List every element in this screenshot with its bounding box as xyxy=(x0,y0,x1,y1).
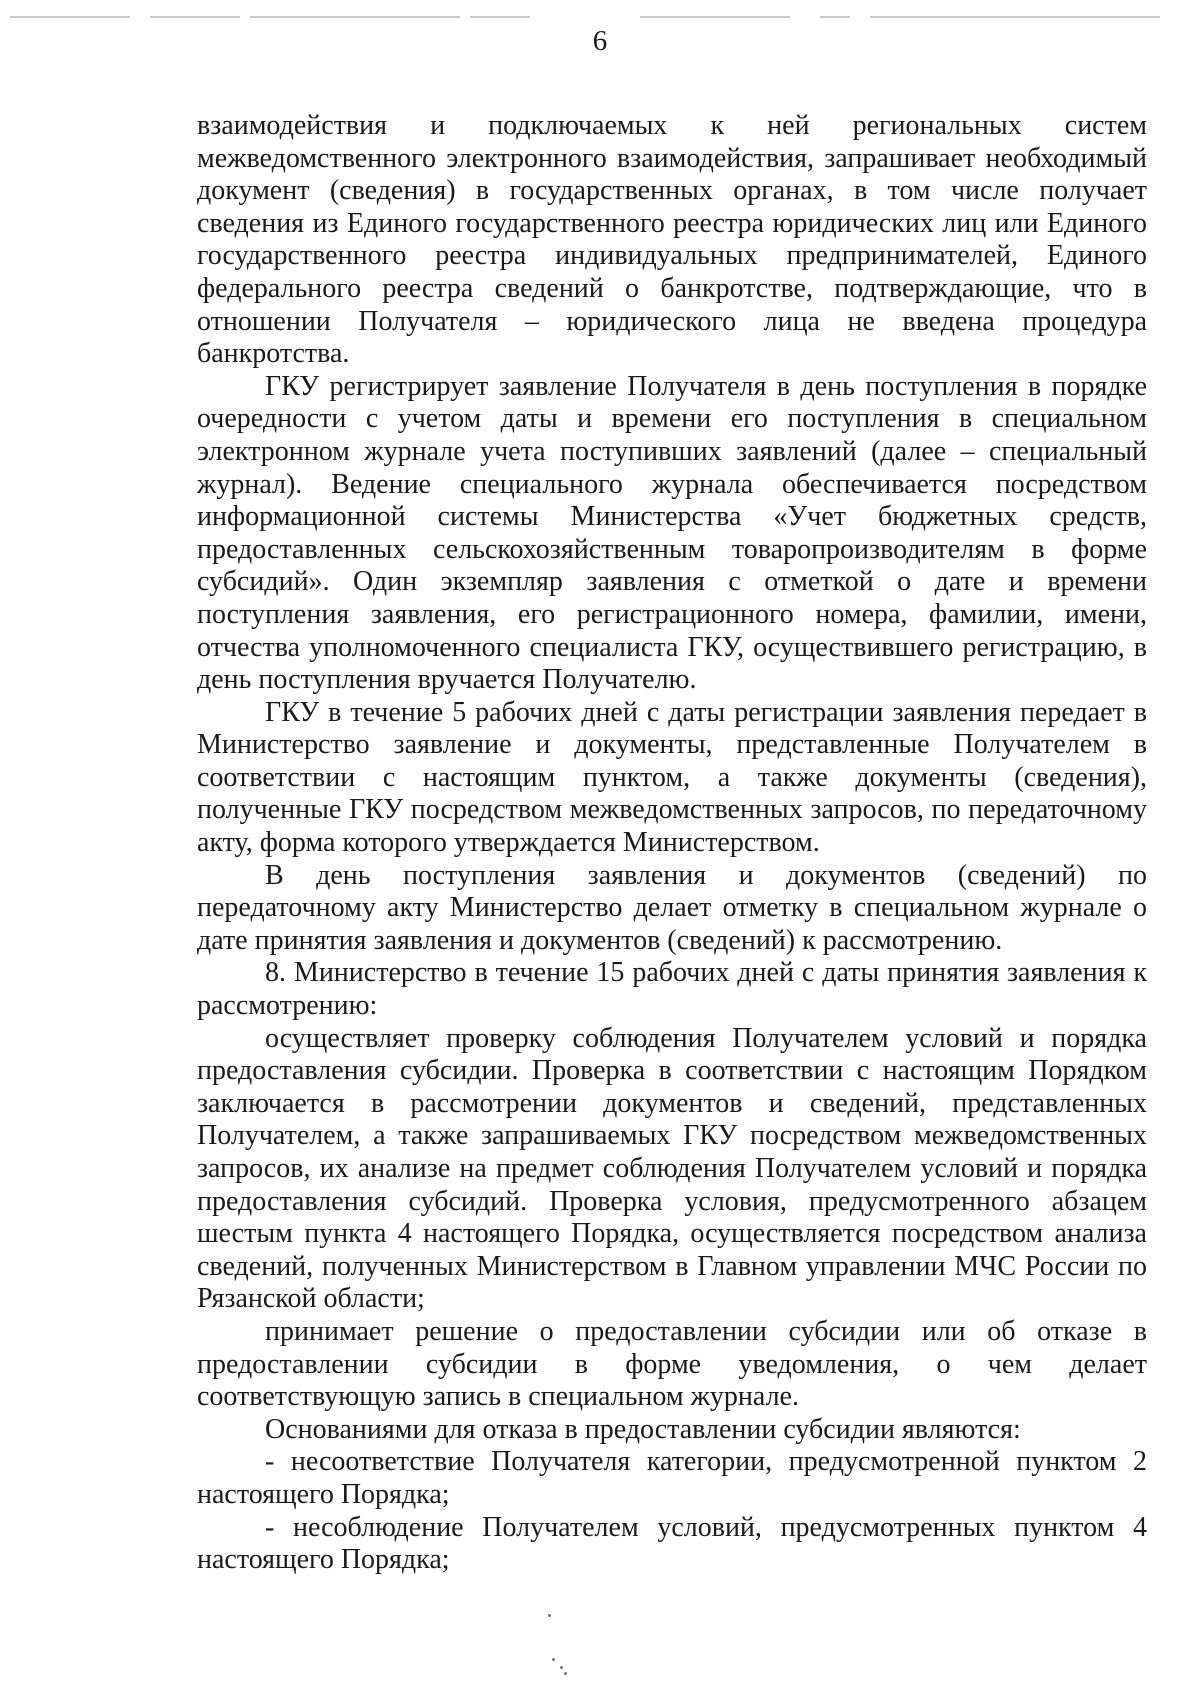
scan-artifact-dots xyxy=(540,1610,600,1680)
paragraph-registration: ГКУ регистрирует заявление Получателя в день поступления в порядке очередности с учетом даты и времени его поступления в специальном электронном журнале учета поступивших заявлений (далее – специальный журнал). Ведение специального журнала обеспечивается посредством информационной системы Министерства «Учет бюджетных средств, предоставленных сельскохозяйственным товаропроизводителям в форме субсидий». Один экземпляр заявления с отметкой о дате и времени поступления заявления, его регистрационного номера, фамилии, имени, отчества уполномоченного специалиста ГКУ, осуществившего регистрацию, в день поступления вручается Получателю. xyxy=(197,370,1147,696)
paragraph-item-8: 8. Министерство в течение 15 рабочих дней с даты принятия заявления к рассмотрению: xyxy=(197,957,1147,1022)
scan-artifact-top-line xyxy=(0,10,1200,24)
list-item-category-mismatch: - несоответствие Получателя категории, предусмотренной пунктом 2 настоящего Порядка; xyxy=(197,1446,1147,1510)
paragraph-refusal-grounds: Основаниями для отказа в предоставлении субсидии являются: xyxy=(265,1413,1021,1445)
page-number: 6 xyxy=(592,25,608,57)
paragraph-decision: принимает решение о предоставлении субсидии или об отказе в предоставлении субсидии в форме уведомления, о чем делает соответствующую запись в специальном журнале. xyxy=(197,1315,1147,1413)
document-body xyxy=(197,110,1147,1577)
paragraph-continuation: взаимодействия и подключаемых к ней региональных систем межведомственного электронного взаимодействия, запрашивает необходимый документ (сведения) в государственных органах, в том числе получает сведения из Единого государственного реестра юридических лиц или Единого государственного реестра индивидуальных предпринимателей, Единого федерального реестра сведений о банкротстве, подтверждающие, что в отношении Получателя – юридического лица не введена процедура банкротства. xyxy=(197,110,1147,370)
paragraph-verification: осуществляет проверку соблюдения Получателем условий и порядка предоставления субсидии. Проверка в соответствии с настоящим Порядком заключается в рассмотрении документов и сведений, представленных Получателем, а также запрашиваемых ГКУ посредством межведомственных запросов, их анализе на предмет соблюдения Получателем условий и порядка предоставления субсидий. Проверка условия, предусмотренного абзацем шестым пункта 4 настоящего Порядка, осуществляется посредством анализа сведений, полученных Министерством в Главном управлении МЧС России по Рязанской области; xyxy=(197,1022,1147,1315)
list-item-conditions-breach: - несоблюдение Получателем условий, предусмотренных пунктом 4 настоящего Порядка; xyxy=(197,1511,1147,1576)
paragraph-receipt-mark: В день поступления заявления и документов (сведений) по передаточному акту Министерство делает отметку в специальном журнале о дате принятия заявления и документов (сведений) к рассмотрению. xyxy=(197,859,1147,956)
paragraph-transfer: ГКУ в течение 5 рабочих дней с даты регистрации заявления передает в Министерство заявление и документы, представленные Получателем в соответствии с настоящим пунктом, а также документы (сведения), полученные ГКУ посредством межведомственных запросов, по передаточному акту, форма которого утверждается Министерством. xyxy=(197,696,1147,859)
